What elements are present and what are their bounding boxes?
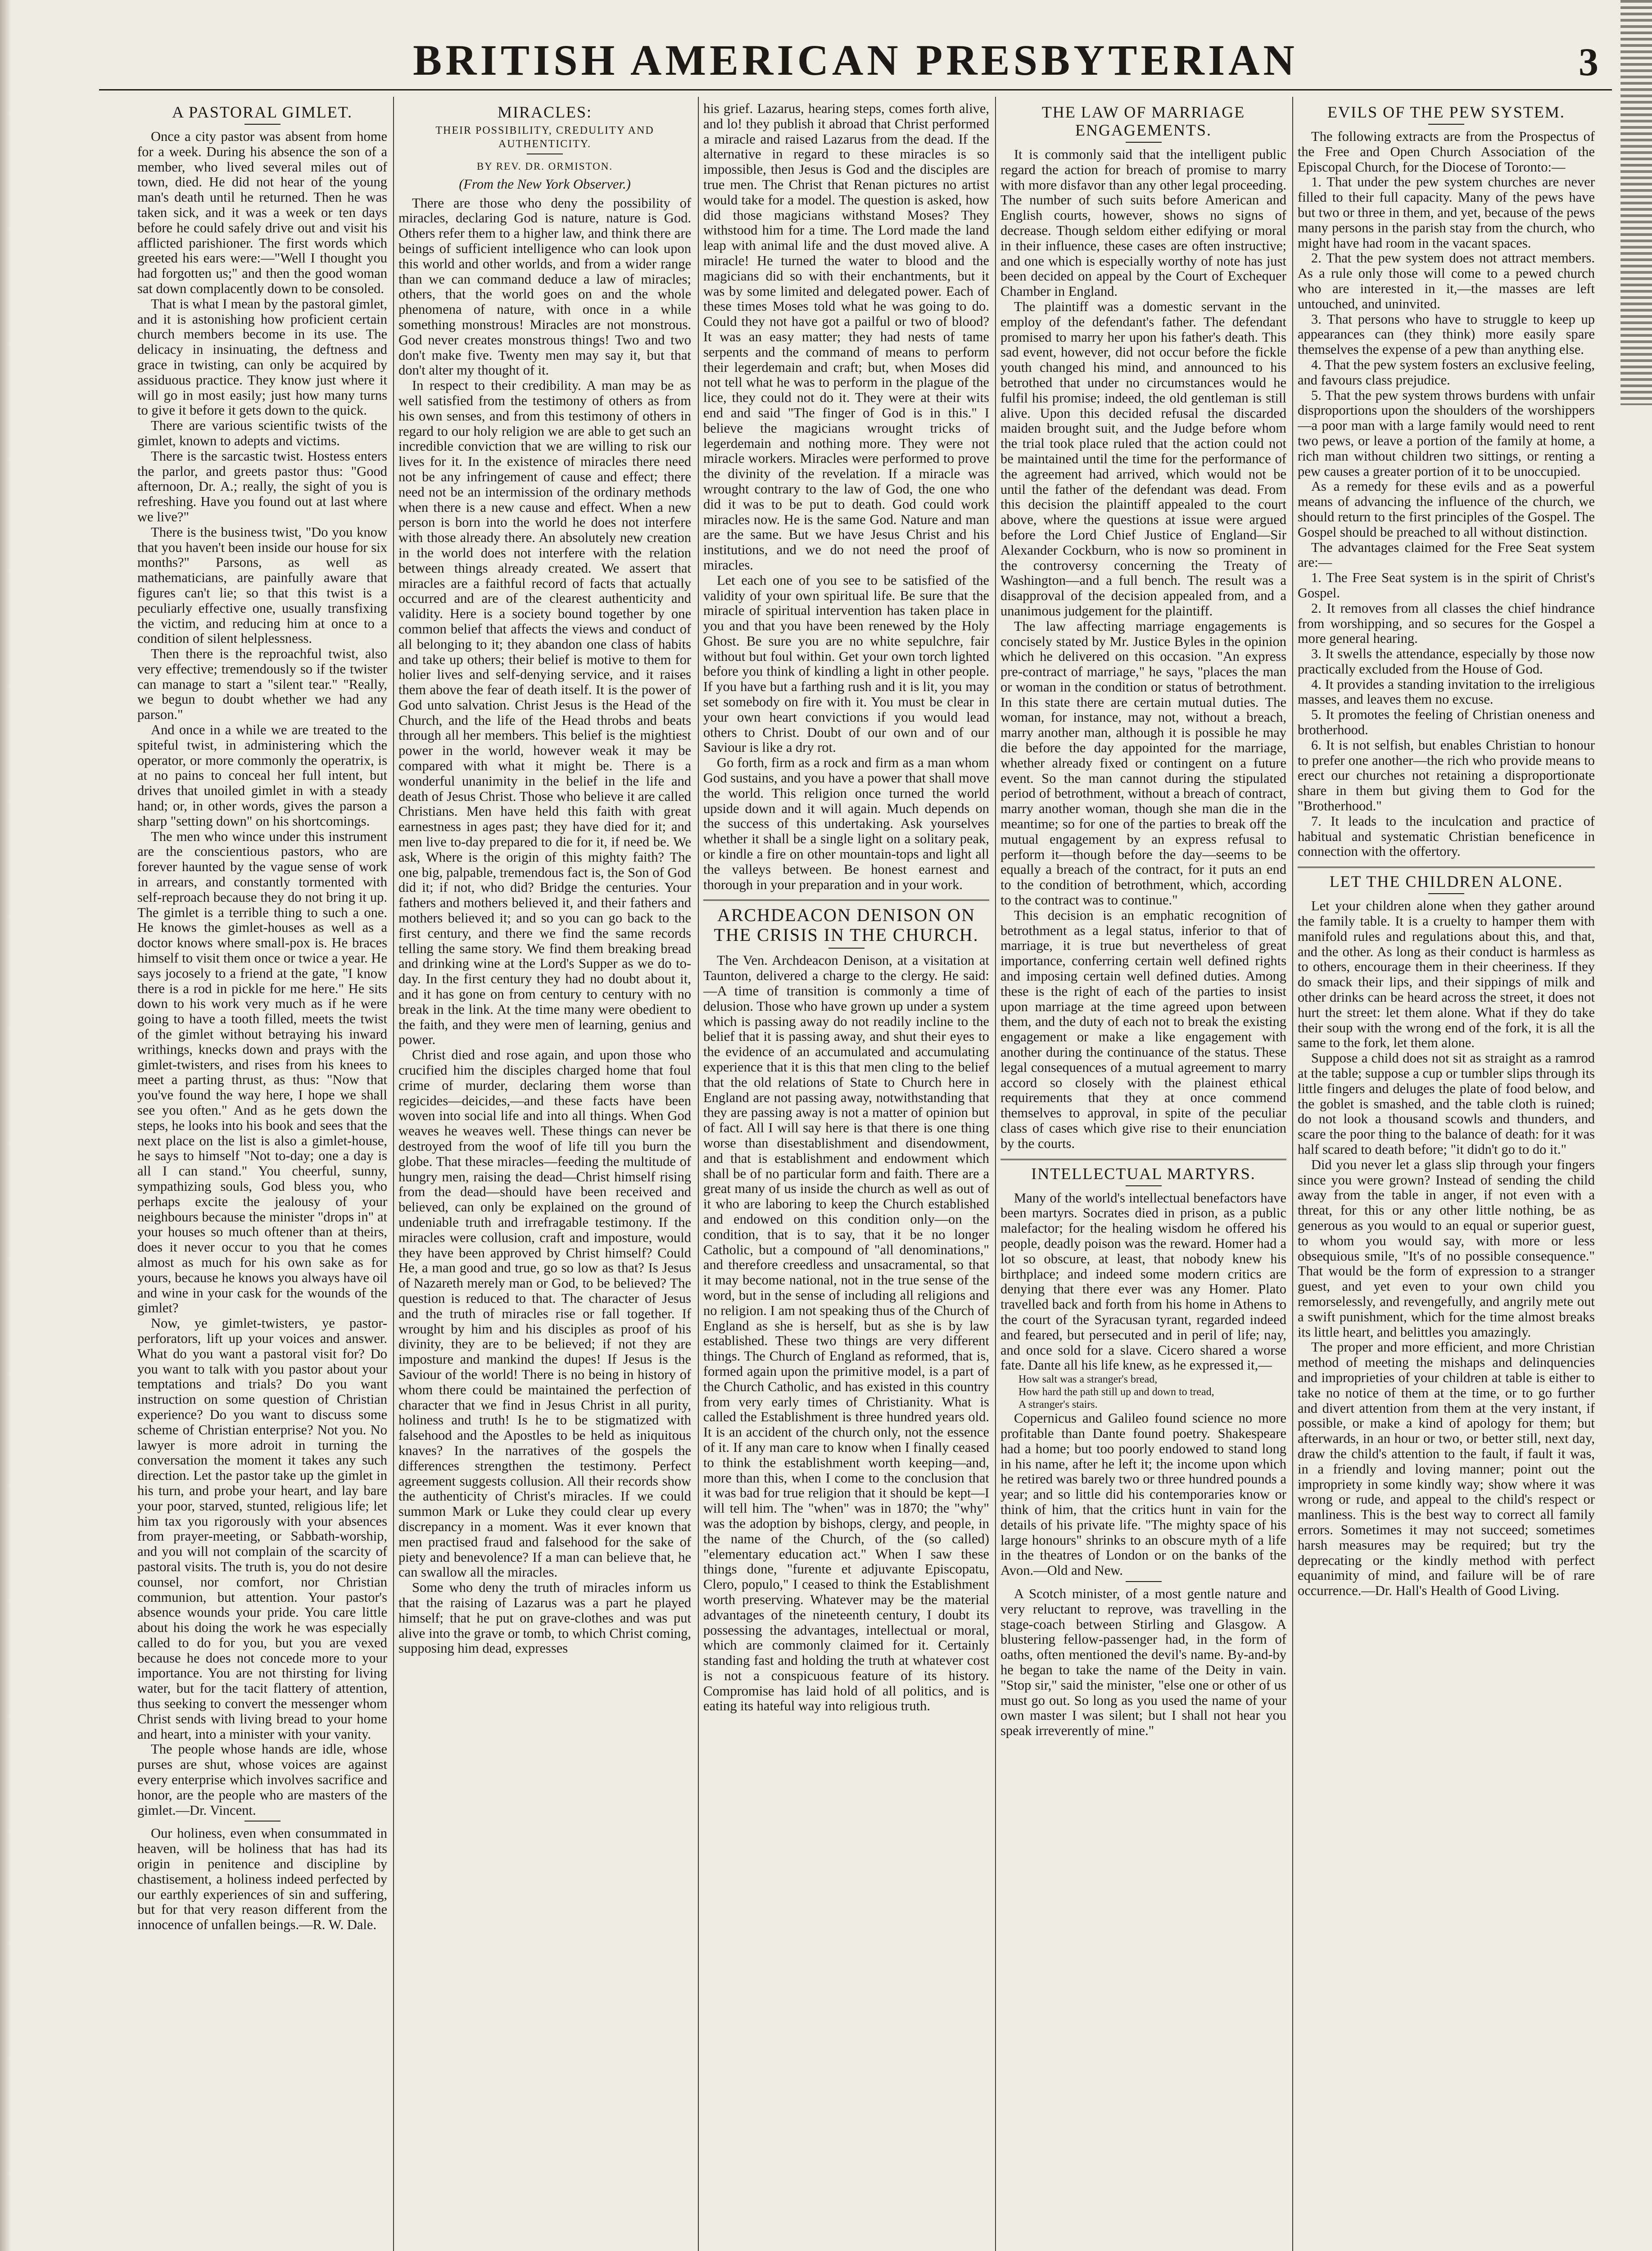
column-4 [1000, 101, 1286, 2251]
article-subheadline: THEIR POSSIBILITY, CREDULITY AND AUTHENTICITY. [435, 125, 654, 150]
column-rule [995, 97, 996, 2251]
section-rule [244, 1821, 281, 1822]
paragraph: And once in a while we are treated to the spiteful twist, in administering which the operator, or more commonly the operatrix, is at no pains to conceal her full intent, but drives that unoiled gimlet in with a steady hand; or, in other words, gives the parson a sharp "setting down" on his shortcomings. [137, 722, 387, 829]
headline-rule [828, 948, 864, 949]
list-item: 4. It provides a standing invitation to the irreligious masses, and leaves them no excuse. [1298, 676, 1595, 707]
paragraph: Let each one of you see to be satisfied of the validity of your own spiritual life. Be sure that the miracle of spiritual intervention has taken place in you and that you have been renewed by the Holy Ghost. Be sure you are no white sepulchre, fair without but foul within. Get your own torch lighted before you think of kindling a light in other people. If you have but a farthing rush and it is lit, you may set somebody on fire with it. You must be clear in your own heart convictions if you would lead others to Christ. Doubt of our own and of our Saviour is like a dry rot. [703, 572, 989, 755]
paragraph: That is what I mean by the pastoral gimlet, and it is astonishing how proficient certain church members become in its use. The delicacy in insinuating, the deftness and grace in twisting, can only be acquired by assiduous practice. They know just where it will go in most easily; just how many turns to give it before it gets down to the quick. [137, 296, 387, 418]
paragraph: Some who deny the truth of miracles inform us that the raising of Lazarus was a part he played himself; that he put on grave-clothes and was put alive into the grave or tomb, to which Christ coming, supposing him dead, expresses [398, 1580, 691, 1656]
paragraph: There are those who deny the possibility of miracles, declaring God is nature, nature is God. Others refer them to a higher law, and think there are beings of sufficient intelligence who can look upon this world and other worlds, and from a wider range than we can command deduce a law of miracles; others, that the world goes on and the whole phenomena of nature, with once in a while something monstrous! Miracles are not monstrous. God never creates monstrous things! Two and two don't make five. Twenty men may say it, but that don't alter my thought of it. [398, 195, 691, 378]
paragraph: Our holiness, even when consummated in heaven, will be holiness that has had its origin in penitence and discipline by chastisement, a holiness indeed perfected by our earthly experiences of sin and suffering, but for that very reason different from the innocence of unfallen beings.—R. W. Dale. [137, 1826, 387, 1933]
article-headline-intellectual-martyrs: INTELLECTUAL MARTYRS. [1031, 1164, 1256, 1183]
paragraph: The proper and more efficient, and more Christian method of meeting the mishaps and delinquencies and improprieties of your children at table is either to take no notice of them at the time, or to go further and divert attention from them at the very instant, if possible, or make a kind of apology for them; but afterwards, in an hour or two, or better still, next day, draw the child's attention to the fault, if fault it was, in a friendly and loving manner; point out the impropriety in some kindly way; show where it was wrong or rude, and appeal to the child's respect or manliness. This is the best way to correct all family errors. Sometimes it may not succeed; sometimes harsh measures may be required; but try the deprecating or the kindly method with perfect equanimity of mind, and failure will be of rare occurrence.—Dr. Hall's Health of Good Living. [1298, 1339, 1595, 1599]
section-rule [703, 899, 989, 901]
list-item: 3. It swells the attendance, especially by those now practically excluded from the House of God. [1298, 646, 1595, 677]
page-number: 3 [1579, 41, 1598, 84]
page-edge-print-bleed [1620, 0, 1652, 405]
list-item: 7. It leads to the inculcation and practice of habitual and systematic Christian beneficence in connection with the offertory. [1298, 813, 1595, 859]
newspaper-title: BRITISH AMERICAN PRESBYTERIAN [413, 36, 1298, 84]
list-item: 4. That the pew system fosters an exclusive feeling, and favours class prejudice. [1298, 357, 1595, 388]
paragraph: Many of the world's intellectual benefactors have been martyrs. Socrates died in prison, as a public malefactor; for the healing wisdom he offered his people, deadly poison was the reward. Homer had a lot so obscure, at least, that nobody knew his birthplace; and indeed some modern critics are denying that there ever was any Homer. Plato travelled back and forth from his home in Athens to the court of the Syracusan tyrant, regarded indeed and feared, but persecuted and in peril of life; nay, and once sold for a slave. Cicero shared a worse fate. Dante all his life knew, as he expressed it,— [1000, 1190, 1286, 1373]
paragraph: There are various scientific twists of the gimlet, known to adepts and victims. [137, 418, 387, 448]
paragraph: Go forth, firm as a rock and firm as a man whom God sustains, and you have a power that shall move the world. This religion once turned the world upside down and it will again. Much depends on the success of this undertaking. Ask yourselves whether it shall be a single light on a solitary peak, or kindle a fire on other mountain-tops and light all the valleys between. Be honest earnest and thorough in your preparation and in your work. [703, 755, 989, 892]
paragraph: The men who wince under this instrument are the conscientious pastors, who are forever haunted by the vague sense of work in arrears, and constantly tormented with self-reproach because they do not bring it up. The gimlet is a terrible thing to such a one. He knows the gimlet-houses as well as a doctor knows where small-pox is. He braces himself to visit them once or twice a year. He says jocosely to a friend at the gate, "I know there is a rod in pickle for me here." He sits down to his work very much as if he were going to have a tooth filled, meets the twist of the gimlet without betraying his inward writhings, knecks down and prays with the gimlet-twisters, and rises from his knees to meet a parting thrust, as thus: "Now that you've found the way here, I hope we shall see you often." And as he gets down the steps, he looks into his book and sees that the next place on the list is also a gimlet-house, he says to himself "Not to-day; one a day is all I can stand." You cheerful, sunny, sympathizing souls, God bless you, who perhaps excite the jealousy of your neighbours because the minister "drops in" at your houses so much oftener than at theirs, does it never occur to you that he comes almost as much for his own sake as for yours, because he knows you always have oil and wine in your cask for the wounds of the gimlet? [137, 828, 387, 1316]
paragraph: The plaintiff was a domestic servant in the employ of the defendant's father. The defendant promised to marry her upon his father's death. This sad event, however, did not occur before the fickle youth changed his mind, and announced to his betrothed that under no circumstances would he fulfil his promise; indeed, the old gentleman is still alive. Upon this decided refusal the discarded maiden brought suit, and the Judge before whom the trial took place ruled that the action could not be maintained until the time for the performance of the agreement had arrived, which would not be until the father of the defendant was dead. From this decision the plaintiff appealed to the court above, where the questions at issue were argued before the Lord Chief Justice of England—Sir Alexander Cockburn, who is now so prominent in the controversy concerning the Treaty of Washington—and a full bench. The result was a disapproval of the decision appealed from, and a unanimous judgement for the plaintiff. [1000, 298, 1286, 619]
paragraph: Suppose a child does not sit as straight as a ramrod at the table; suppose a cup or tumbler slips through its little fingers and deluges the plate of food below, and the goblet is smashed, and the table cloth is ruined; do not look a thousand scowls and thunders, and scare the poor thing to the balance of death: for it was half scared to death before; "it didn't go to do it." [1298, 1050, 1595, 1157]
paragraph: Once a city pastor was absent from home for a week. During his absence the son of a member, who lived several miles out of town, died. He did not hear of the young man's death until he returned. Then he was taken sick, and it was a week or ten days before he could safely drive out and visit his afflicted parishioner. The first words which greeted his ears were:—"Well I thought you had forgotten us;" and then the good woman sat down complacently down to be consoled. [137, 129, 387, 296]
verse-line: A stranger's stairs. [1018, 1399, 1098, 1411]
article-headline-archdeacon-denison: ARCHDEACON DENISON ON THE CRISIS IN THE CHURCH. [714, 905, 979, 945]
article-headline-law-of-marriage: THE LAW OF MARRIAGE ENGAGEMENTS. [1041, 103, 1245, 139]
paragraph: Did you never let a glass slip through your fingers since you were grown? Instead of sending the child away from the table in anger, if not even with a threat, for this or any other little nothing, be as generous as you would to an equal or superior guest, to whom you would say, with more or less obsequious smile, "It's of no possible consequence." That would be the form of expression to a stranger guest, and yet even to your own child you remorselessly, and revengefully, and angrily mete out a swift punishment, which for the time almost breaks its little heart, and belittles you amazingly. [1298, 1157, 1595, 1340]
column-1 [137, 101, 387, 2251]
article-byline: BY REV. DR. ORMISTON. [476, 161, 613, 172]
article-headline-pastoral-gimlet: A PASTORAL GIMLET. [172, 103, 353, 121]
paragraph: Copernicus and Galileo found science no more profitable than Dante found poetry. Shakespeare had a home; but too poorly endowed to stand long in his name, after he left it; the income upon which he retired was barely two or three hundred pounds a year; and so little did his contemporaries know or think of him, that the critics hunt in vain for the details of his private life. "The mighty space of his large honours" shrinks to an obscure myth of a life in the theatres of London or on the banks of the Avon.—Old and New. [1000, 1410, 1286, 1578]
paragraph: Then there is the reproachful twist, also very effective; tremendously so if the twister can manage to start a "silent tear." "Really, we begun to doubt whether we had any parson." [137, 646, 387, 723]
masthead [99, 22, 1612, 90]
column-3 [703, 101, 989, 2251]
list-item: 1. That under the pew system churches are never filled to their full capacity. Many of the pews have but two or three in them, and yet, because of the pews many persons in the parish stay from the church, who might have had room in the vacant spaces. [1298, 174, 1595, 251]
paragraph: It is commonly said that the intelligent public regard the action for breach of promise to marry with more disfavor than any other legal proceeding. The number of such suits before American and English courts, however, shows no signs of decrease. Though seldom either edifying or moral in their influence, these cases are often instructive; and one which is especially worthy of note has just been decided on appeal by the Court of Exchequer Chamber in England. [1000, 147, 1286, 299]
headline-rule [1126, 142, 1162, 143]
section-rule [1298, 867, 1595, 868]
list-item: 3. That persons who have to struggle to keep up appearances can (they think) more easily spare themselves the expense of a pew than anything else. [1298, 311, 1595, 357]
paragraph: The people whose hands are idle, whose purses are shut, whose voices are against every enterprise which involves sacrifice and honor, are the people who are masters of the gimlet.—Dr. Vincent. [137, 1741, 387, 1818]
paragraph: The Ven. Archdeacon Denison, at a visitation at Taunton, delivered a charge to the clergy. He said:—A time of transition is commonly a time of delusion. Those who have grown up under a system which is passing away do not readily incline to the belief that it is passing away, and shut their eyes to the evidence of an accumulated and accumulating experience that it is this that men cling to the belief that the old relations of State to Church here in England are not passing away, notwithstanding that they are passing away is not a matter of opinion but of fact. All I will say here is that there is one thing worse than disestablishment and disendowment, and that is establishment and endowment which shall be of no particular form and faith. There are a great many of us inside the church as well as out of it who are laboring to keep the Church established and endowed on this condition only—on the condition, that is to say, that it be no longer Catholic, but a compound of "all denominations," and therefore creedless and unsacramental, so that it may become national, not in the true sense of the word, but in the sense of including all religions and no religion. I am not speaking thus of the Church of England as she is herself, but as she is by law established. These two things are very different things. The Church of England as reformed, that is, formed again upon the primitive model, is a part of the Church Catholic, and has existed in this country from very early times of Christianity. What is called the Establishment is three hundred years old. It is an accident of the church only, not the essence of it. If any man care to know when I finally ceased to think the establishment worth keeping—and, more than this, when I come to the conclusion that it was bad for true religion that it should be kept—I will tell him. The "when" was in 1870; the "why" was the adoption by bishops, clergy, and people, in the name of the Church, of the (so called) "elementary education act." When I saw these things done, "furente et adjuvante Episcopatu, Clero, populo," I ceased to think the Establishment worth preserving. Whatever may be the material advantages of the nineteenth century, I doubt its possessing the advantages, intellectual or moral, which are commonly claimed for it. Certainly standing fast and holding the truth at whatever cost is not a conspicuous feature of its history. Compromise has laid hold of all politics, and is eating its hateful way into religious truth. [703, 953, 989, 1714]
list-item: 2. That the pew system does not attract members. As a rule only those will come to a pewed church who are interested in it,—the masses are left untouched, and uninvited. [1298, 250, 1595, 312]
paragraph: In respect to their credibility. A man may be as well satisfied from the testimony of others as from his own senses, and from this testimony of others in regard to our holy religion we are able to get such an incredible conviction that we are willing to risk our lives for it. In the existence of miracles there need not be any infringement of cause and effect; there need not be an intermission of the ordinary methods when there is a new cause and effect. When a new person is born into the world he does not interfere with those already there. An absolutely new creation in the world does not interfere with the relation between things already created. We assert that miracles are a faithful record of facts that actually occurred and are of the clearest authenticity and validity. Here is a society bound together by one common belief that affects the views and conduct of all belonging to it; they abandon one class of habits and take up others; their belief is motive to them for holier lives and self-denying service, and it raises them above the fear of death itself. It is the power of God unto salvation. Christ Jesus is the Head of the Church, and the life of the Head throbs and beats through all her members. This belief is the mightiest power in the world, however weak it may be compared with what it might be. There is a wonderful unanimity in the belief in the life and death of Jesus Christ. Those who believe it are called Christians. Men have held this faith with great earnestness in ages past; they have died for it; and men live to-day prepared to die for it, if need be. We ask, Where is the origin of this mighty faith? The one big, palpable, tremendous fact is, the Son of God did it; if not, who did? Bridge the centuries. Your fathers and mothers believed it, and their fathers and mothers believed it; and so you can go back to the first century, and there we find the same records telling the same story. We find them breaking bread and drinking wine at the Lord's Supper as we do to-day. In the first century they had no doubt about it, and it has gone on from century to century with no break in the link. At the time many were obedient to the faith, and they were men of learning, genius and power. [398, 378, 691, 1048]
paragraph: There is the business twist, "Do you know that you haven't been inside our house for six months?" Parsons, as well as mathematicians, are painfully aware that figures can't lie; so that this twist is a peculiarly effective one, usually transfixing the victim, and reducing him at once to a condition of silent helplessness. [137, 524, 387, 646]
headline-rule [1428, 124, 1464, 125]
paragraph: The following extracts are from the Prospectus of the Free and Open Church Association of the Episcopal Church, for the Diocese of Toronto:— [1298, 129, 1595, 175]
list-item: 5. It promotes the feeling of Christian oneness and brotherhood. [1298, 707, 1595, 738]
column-5 [1298, 101, 1595, 2251]
list-item: 2. It removes from all classes the chief hindrance from worshipping, and so secures for the Gospel a more general hearing. [1298, 600, 1595, 646]
column-rule [1292, 97, 1293, 2251]
column-2 [398, 101, 691, 2251]
page-edge-shadow [0, 0, 11, 2251]
paragraph: As a remedy for these evils and as a powerful means of advancing the influence of the church, we should return to the first principles of the Gospel. The Gospel should be preached to all without distinction. [1298, 479, 1595, 540]
article-headline-evils-of-pew-system: EVILS OF THE PEW SYSTEM. [1327, 103, 1565, 121]
headline-rule [1126, 1185, 1162, 1186]
section-rule [1000, 1159, 1286, 1160]
paragraph: The advantages claimed for the Free Seat system are:— [1298, 539, 1595, 570]
paragraph: There is the sarcastic twist. Hostess enters the parlor, and greets pastor thus: "Good afternoon, Dr. A.; really, the sight of you is refreshing. Have you found out at last where we live?" [137, 448, 387, 524]
list-item: 1. The Free Seat system is in the spirit of Christ's Gospel. [1298, 570, 1595, 601]
paragraph: A Scotch minister, of a most gentle nature and very reluctant to reprove, was travelling in the stage-coach between Stirling and Glasgow. A blustering fellow-passenger had, in the form of oaths, often mentioned the devil's name. By-and-by he began to take the name of the Deity in vain. "Stop sir," said the minister, "else one or other of us must go out. So long as you used the name of your own master I was silent; but I shall not hear you speak irreverently of mine." [1000, 1586, 1286, 1739]
section-rule [1126, 1581, 1162, 1582]
verse-line: How hard the path still up and down to tread, [1018, 1386, 1214, 1398]
paragraph: his grief. Lazarus, hearing steps, comes forth alive, and lo! they publish it abroad that Christ performed a miracle and raised Lazarus from the dead. If the alternative in regard to these miracles is so impossible, then Jesus is God and the disciples are true men. The Christ that Renan pictures no artist would take for a model. The question is asked, how did those magicians withstand Moses? They withstood him for a time. The Lord made the land leap with animal life and the dust moved alive. A miracle! He turned the water to blood and the magicians did so with their enchantments, but it was by some limited and delegated power. Each of these times Moses told what he was going to do. Could they not have got a pailful or two of blood? It was an easy matter; they had nests of tame serpents and the command of means to perform their legerdemain and craft; but, when Moses did not tell what he was to perform in the plague of the lice, they could not do it. They were at their wits end and said "The finger of God is in this." I believe the magicians wrought tricks of legerdemain and nothing more. They were not miracle workers. Miracles were performed to prove the divinity of the revelation. If a miracle was wrought contrary to the law of God, the one who did it was to be put to death. God could work miracles now. He is the same God. Nature and man are the same. But we have Jesus Christ and his institutions, and we do not need the proof of miracles. [703, 101, 989, 573]
column-rule [393, 97, 394, 2251]
headline-rule [244, 124, 281, 125]
paragraph: This decision is an emphatic recognition of betrothment as a legal status, inferior to that of marriage, it is true but nevertheless of great importance, conferring certain well defined rights and imposing certain well defined duties. Among these is the right of each of the parties to insist upon marriage at the time agreed upon between them, and the duty of each not to break the existing engagement or make a like engagement with another during the continuance of the status. These legal consequences of a mutual agreement to marry accord so closely with the plainest ethical requirements that they at once commend themselves to approval, in spite of the peculiar class of cases which give rise to their enunciation by the courts. [1000, 907, 1286, 1151]
paragraph: The law affecting marriage engagements is concisely stated by Mr. Justice Byles in the opinion which he delivered on this occasion. "An express pre-contract of marriage," he says, "places the man or woman in the condition or status of betrothment. In this state there are certain mutual duties. The woman, for instance, may not, without a breach, marry another man, although it is possible he may die before the day appointed for the marriage, whether already fixed or contingent on a future event. So the man cannot during the stipulated period of betrothment, without a breach of contract, marry another woman, though she man die in the meantime; so for one of the parties to break off the mutual engagement by an express refusal to perform it—though before the day—seems to be equally a breach of the contract, for it puts an end to the condition of betrothment, which, according to the contract was to continue." [1000, 618, 1286, 908]
paragraph: Now, ye gimlet-twisters, ye pastor-perforators, lift up your voices and answer. What do you want a pastoral visit for? Do you want to talk with you pastor about your temptations and trials? Do you want instruction on some question of Christian experience? Do you want to discuss some scheme of Christian enterprise? Not you. No lawyer is more adroit in turning the conversation the moment it takes any such direction. Let the pastor take up the gimlet in his turn, and probe your heart, and lay bare your poor, starved, stunted, religious life; let him tax you rigorously with your absences from prayer-meeting, or Sabbath-worship, and you will not complain of the scarcity of pastoral visits. The truth is, you do not desire counsel, nor comfort, nor Christian communion, but attention. Your pastor's absence wounds your pride. You care little about his doing the work he was especially called to do for you, but you are vexed because he does not concede more to your importance. You are not thirsting for living water, but for the tacit flattery of attention, thus seeking to convert the messenger whom Christ sends with living bread to your home and heart, into a minister with your vanity. [137, 1315, 387, 1742]
list-item: 5. That the pew system throws burdens with unfair disproportions upon the shoulders of the worshippers—a poor man with a large family would need to rent two pews, or leave a portion of the family at home, a rich man without children two sittings, or renting a pew causes a greater portion of it to be unoccupied. [1298, 387, 1595, 479]
paragraph: Christ died and rose again, and upon those who crucified him the disciples charged home that foul crime of murder, declaring them worse than regicides—deicides,—and these facts have been woven into social life and into all things. When God weaves he weaves well. These things can never be destroyed from the woof of life till you burn the globe. That these miracles—feeding the multitude of hungry men, raising the dead—Christ himself rising from the dead—should have been received and believed, can only be explained on the ground of undeniable truth and irrefragable testimony. If the miracles were collusion, craft and imposture, would they have been approved by Christ himself? Could He, a man good and true, go so low as that? Is Jesus of Nazareth merely man or God, to be believed? The question is reduced to that. The character of Jesus and the truth of miracles rise or fall together. If wrought by him and his disciples as proof of his divinity, they are to be believed; if not they are imposture and mankind the dupes! If Jesus is the Saviour of the world! There is no being in history of whom there could be maintained the perfection of character that we find in Jesus Christ in all purity, holiness and truth! Is he to be stigmatized with falsehood and the Apostles to be held as iniquitous knaves? In the narratives of the gospels the differences strengthen the testimony. Perfect agreement suggests collusion. All their records show the authenticity of Christ's miracles. If we could summon Mark or Luke they could clear up every discrepancy in a moment. Was it ever known that men practised fraud and falsehood for the sake of piety and benevolence? If a man can believe that, he can swallow all the miracles. [398, 1047, 691, 1580]
verse-line: How salt was a stranger's bread, [1018, 1374, 1158, 1386]
column-rule [698, 97, 699, 2251]
article-source: (From the New York Observer.) [459, 176, 631, 192]
headline-rule [1428, 893, 1464, 894]
article-headline-let-children-alone: LET THE CHILDREN ALONE. [1329, 872, 1563, 891]
article-headline-miracles: MIRACLES: [497, 103, 593, 121]
paragraph: Let your children alone when they gather around the family table. It is a cruelty to hamper them with manifold rules and regulations about this, and that, and the other. As long as their conduct is harmless as to others, encourage them in their cheeriness. If they do smack their lips, and their sippings of milk and other drinks can be heard across the street, it does not hurt the street: let them alone. What if they do take their soup with the wrong end of the fork, it is all the same to the fork, let them alone. [1298, 898, 1595, 1051]
list-item: 6. It is not selfish, but enables Christian to honour to prefer one another—the rich who provide means to erect our churches not retaining a disproportionate share in them but giving them to God for the "Brotherhood." [1298, 737, 1595, 814]
